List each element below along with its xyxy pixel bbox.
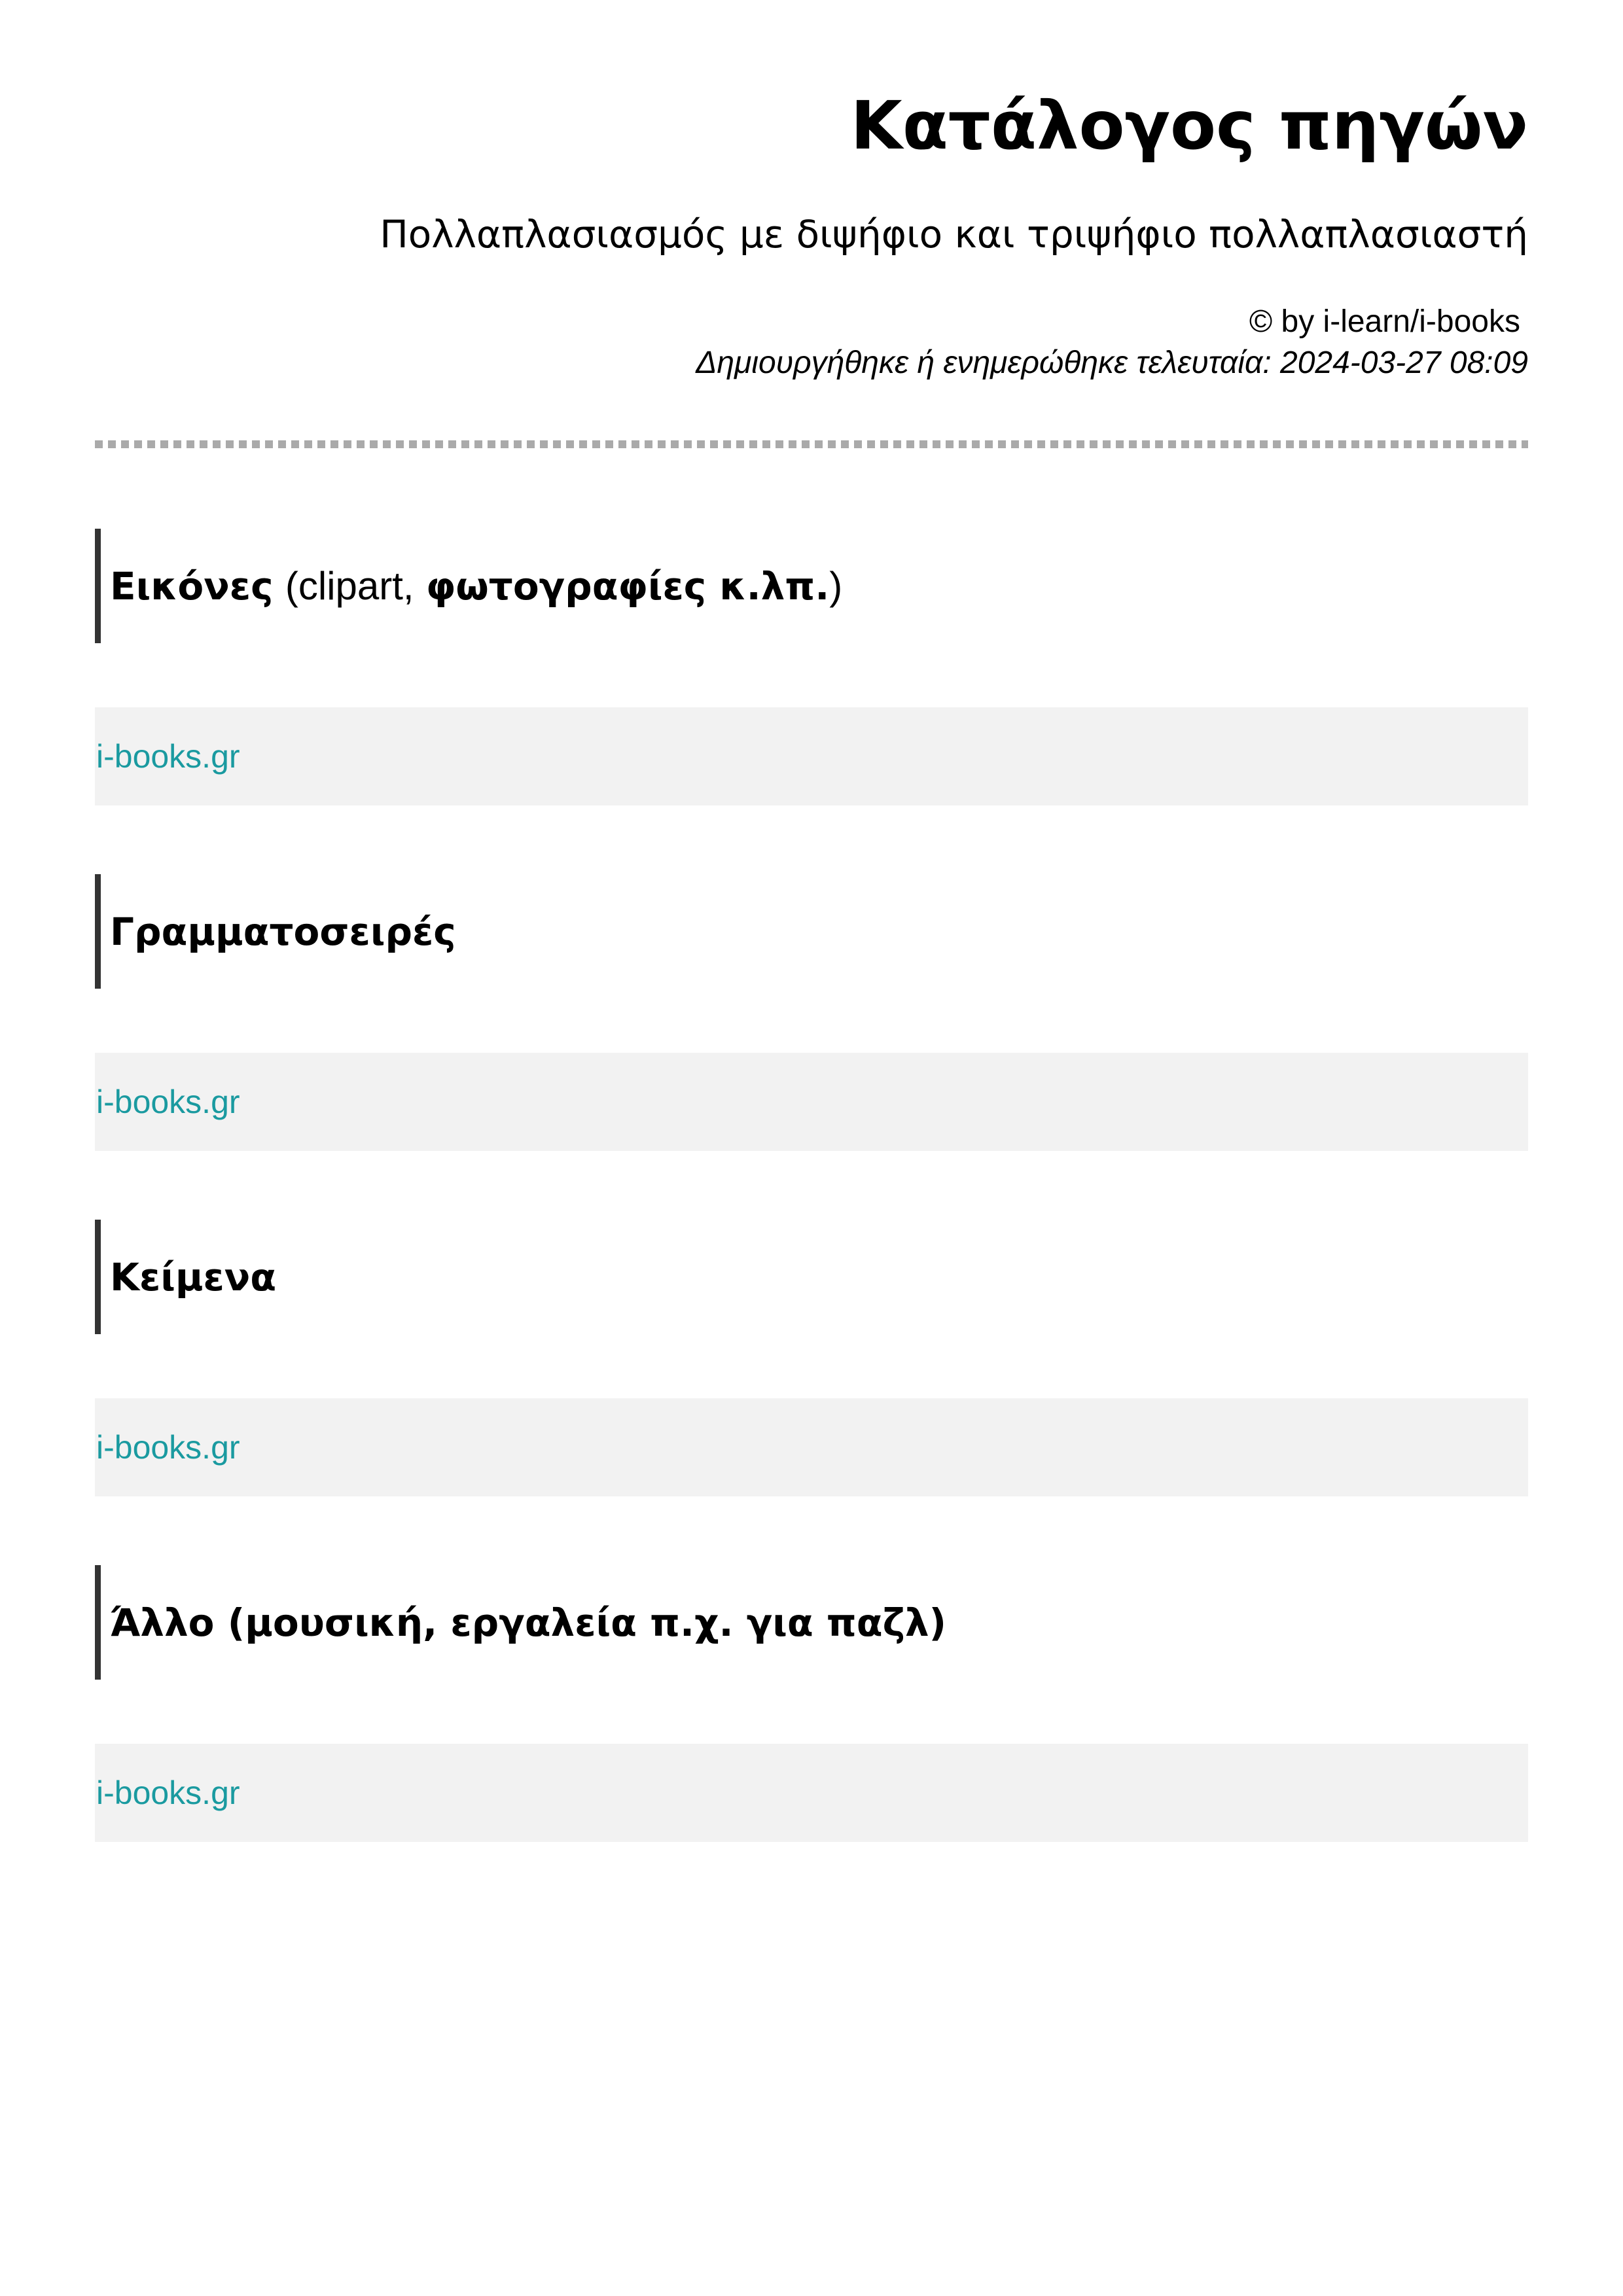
source-link-texts[interactable]: i-books.gr <box>96 1429 240 1466</box>
source-box-other <box>95 1744 1528 1842</box>
section-heading-images-part4: ) <box>829 564 843 608</box>
section-heading-fonts <box>95 874 1528 989</box>
dotted-divider <box>95 440 1528 448</box>
source-box-fonts <box>95 1053 1528 1151</box>
section-heading-other-label: Άλλο (μουσική, εργαλεία π.χ. για παζλ) <box>110 1600 947 1645</box>
section-heading-images-part1: Εικόνες <box>110 563 274 609</box>
source-link-images[interactable]: i-books.gr <box>96 738 240 775</box>
source-box-texts <box>95 1398 1528 1496</box>
last-updated-label: Δημιουργήθηκε ή ενημερώθηκε τελευταία: <box>696 345 1272 380</box>
section-heading-images-part2: (clipart, <box>285 564 414 608</box>
section-heading-texts-label: Κείμενα <box>110 1254 277 1299</box>
section-heading-fonts-label: Γραμματοσειρές <box>110 909 456 954</box>
last-updated-value: 2024-03-27 08:09 <box>1280 345 1528 380</box>
page-subtitle: Πολλαπλασιασμός με διψήφιο και τριψήφιο πολλαπλασιαστή <box>380 212 1528 256</box>
section-heading-images <box>95 529 1528 643</box>
section-heading-texts <box>95 1220 1528 1334</box>
source-box-images <box>95 707 1528 805</box>
section-heading-other <box>95 1565 1528 1680</box>
page-title: Κατάλογος πηγών <box>850 87 1528 165</box>
source-link-fonts[interactable]: i-books.gr <box>96 1084 240 1120</box>
source-link-other[interactable]: i-books.gr <box>96 1775 240 1811</box>
copyright-text: © by i-learn/i-books <box>1249 304 1520 339</box>
section-heading-images-part3: φωτογραφίες κ.λπ. <box>426 563 830 609</box>
last-updated <box>696 344 1528 383</box>
